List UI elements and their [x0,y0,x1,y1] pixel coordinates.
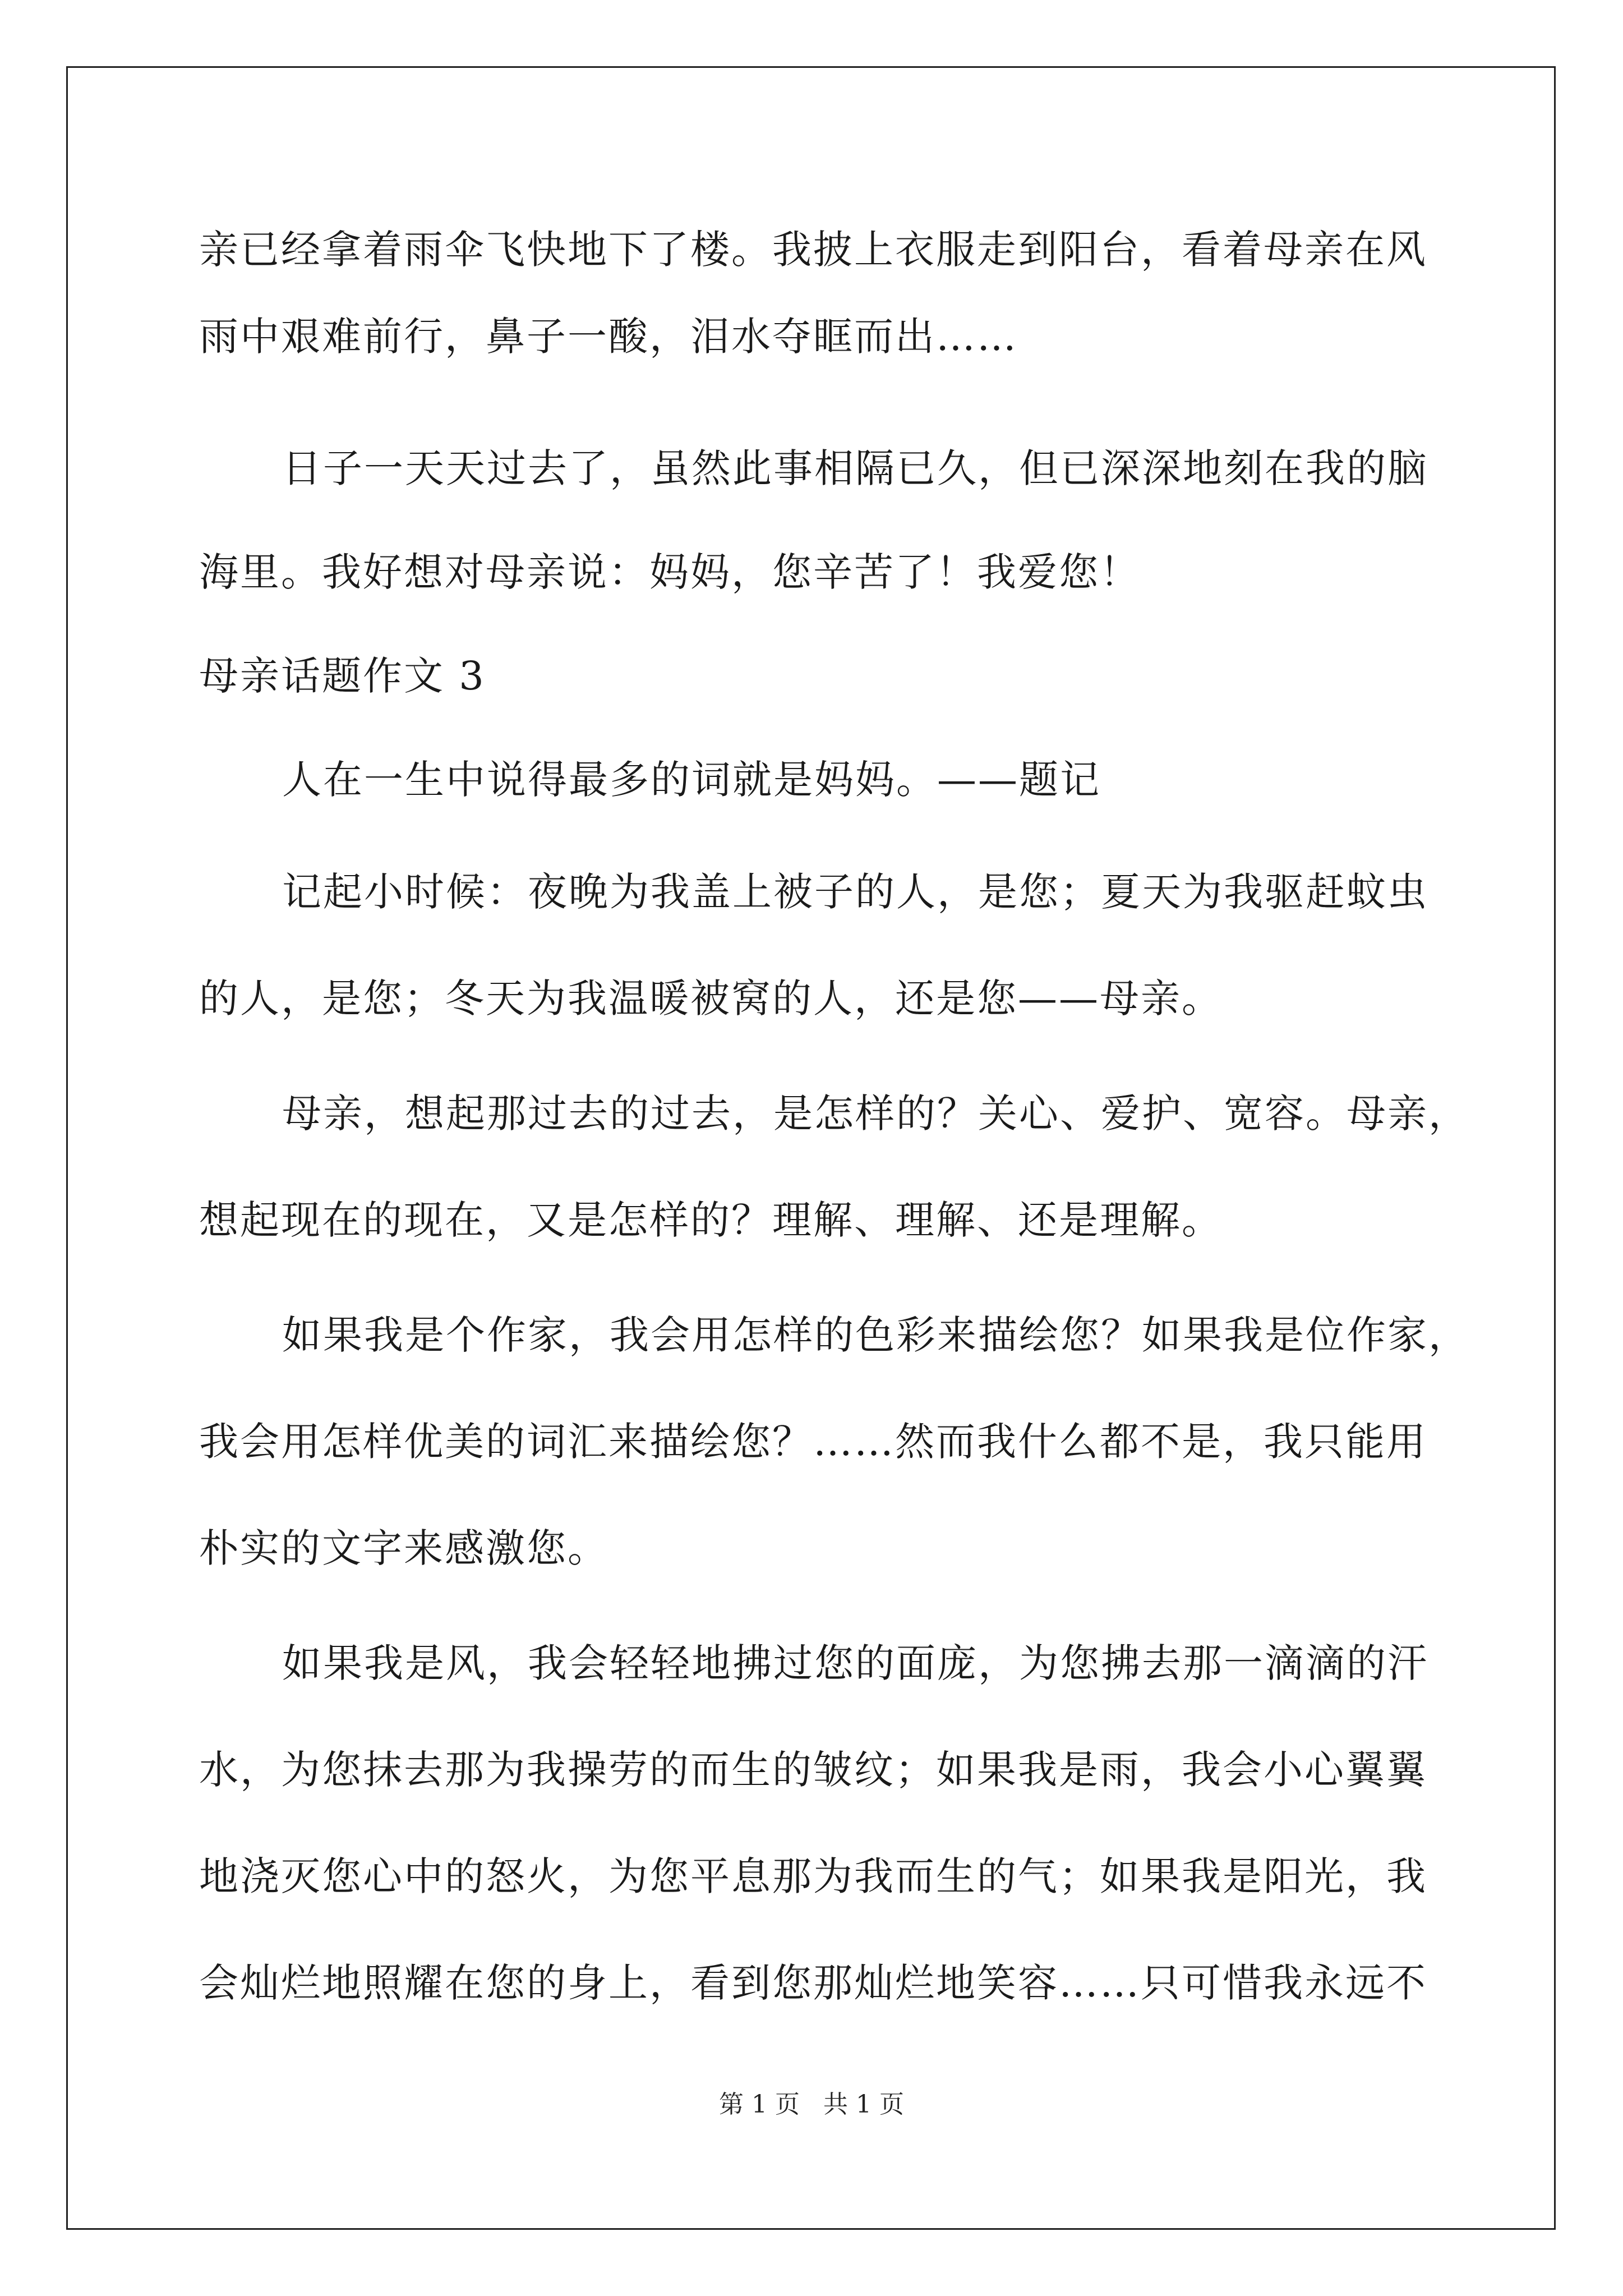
page-number: 第 1 页 [719,2090,800,2119]
text-line: 地浇灭您心中的怒火，为您平息那为我而生的气；如果我是阳光，我 [199,1853,1427,1899]
text-line: 日子一天天过去了，虽然此事相隔已久，但已深深地刻在我的脑 [282,445,1428,491]
text-line: 雨中艰难前行，鼻子一酸，泪水夺眶而出…… [199,314,1018,360]
text-line: 亲已经拿着雨伞飞快地下了楼。我披上衣服走到阳台，看着母亲在风 [199,227,1427,273]
text-line: 记起小时候：夜晚为我盖上被子的人，是您；夏天为我驱赶蚊虫 [282,869,1428,915]
page-border [66,66,1556,2230]
text-line: 想起现在的现在，又是怎样的？理解、理解、还是理解。 [199,1197,1223,1243]
text-line: 人在一生中说得最多的词就是妈妈。——题记 [282,757,1101,803]
page-footer [0,2088,1623,2122]
page-total: 共 1 页 [823,2090,904,2119]
text-line: 海里。我好想对母亲说：妈妈，您辛苦了！我爱您！ [199,549,1141,595]
section-heading: 母亲话题作文 3 [199,653,486,699]
text-line: 我会用怎样优美的词汇来描绘您？……然而我什么都不是，我只能用 [199,1419,1427,1465]
text-line: 母亲，想起那过去的过去，是怎样的？关心、爱护、宽容。母亲， [282,1091,1469,1137]
text-line: 朴实的文字来感激您。 [199,1525,608,1571]
text-line: 会灿烂地照耀在您的身上，看到您那灿烂地笑容……只可惜我永远不 [199,1960,1427,2006]
text-line: 的人，是您；冬天为我温暖被窝的人，还是您——母亲。 [199,976,1223,1022]
text-line: 如果我是风，我会轻轻地拂过您的面庞，为您拂去那一滴滴的汗 [282,1640,1428,1686]
text-line: 水，为您抹去那为我操劳的而生的皱纹；如果我是雨，我会小心翼翼 [199,1747,1427,1793]
text-line: 如果我是个作家，我会用怎样的色彩来描绘您？如果我是位作家， [282,1312,1469,1358]
